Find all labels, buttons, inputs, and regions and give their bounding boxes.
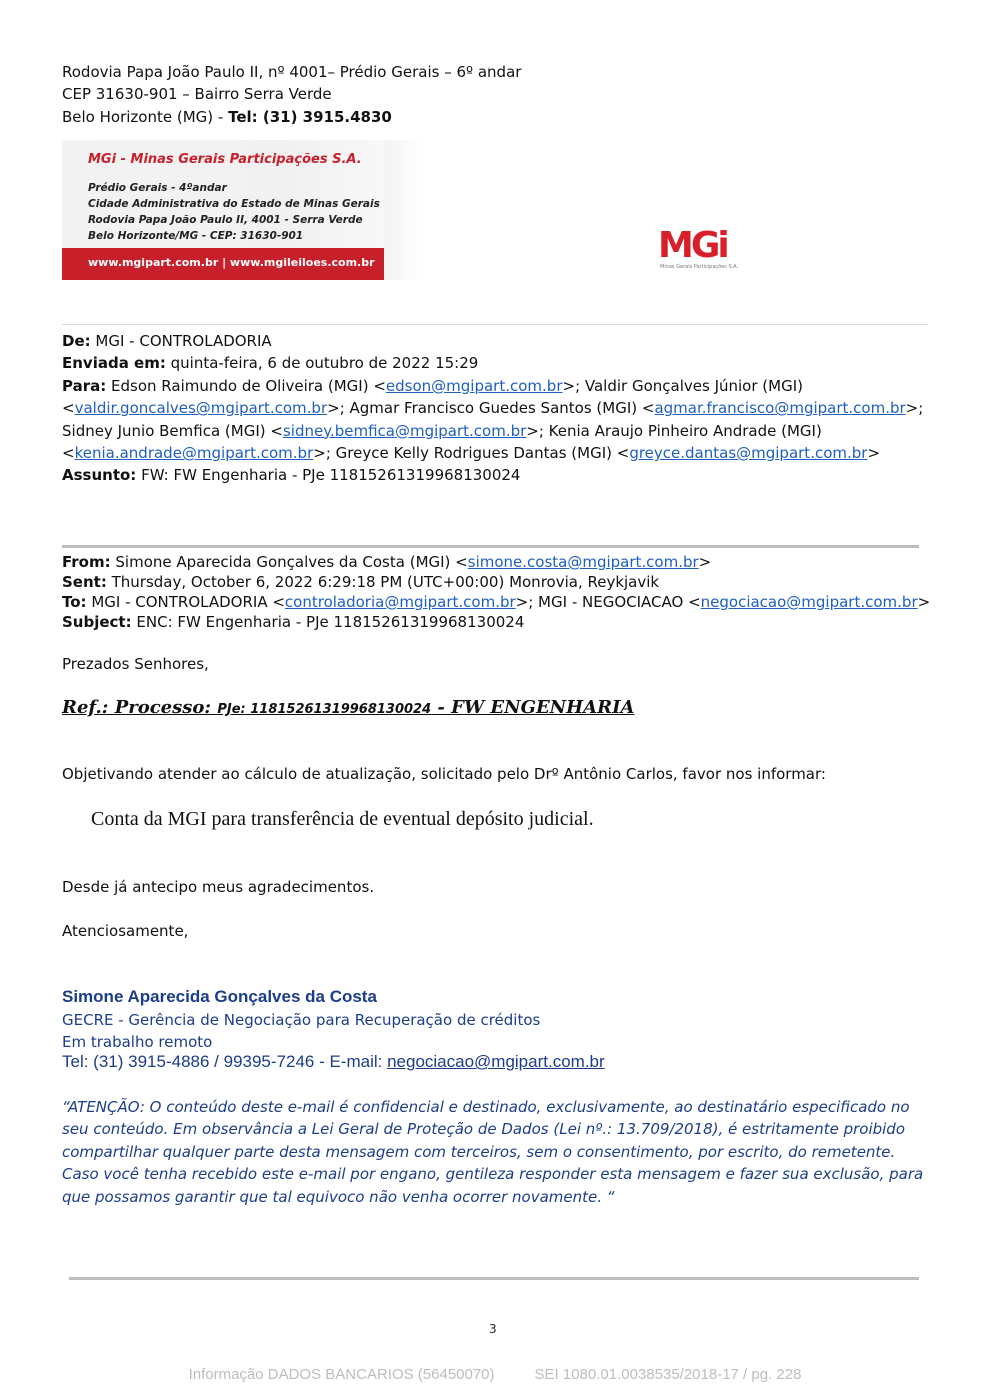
request-item: Conta da MGI para transferência de eventual depósito judicial. xyxy=(91,808,594,830)
signature-remote: Em trabalho remoto xyxy=(62,1033,213,1051)
company-card-image xyxy=(62,140,384,280)
footer-right: SEI 1080.01.0038535/2018-17 / pg. 228 xyxy=(534,1366,802,1383)
orig-subject-line: Subject: ENC: FW Engenharia - PJe 11815261319968130024 xyxy=(62,613,525,631)
footer-left: Informação DADOS BANCARIOS (56450070) xyxy=(188,1366,495,1383)
to-line-3: Sidney Junio Bemfica (MGI) <sidney.bemfica@mgipart.com.br>; Kenia Araujo Pinheiro Andrade (MGI) xyxy=(62,421,822,440)
email-link[interactable]: kenia.andrade@mgipart.com.br xyxy=(74,444,314,463)
card-line: Prédio Gerais - 4ºandar xyxy=(88,182,227,194)
subject-line: Assunto: FW: FW Engenharia - PJe 11815261319968130024 xyxy=(62,466,521,485)
address-line-2: CEP 31630-901 – Bairro Serra Verde xyxy=(62,85,332,104)
signature-name: Simone Aparecida Gonçalves da Costa xyxy=(62,987,377,1006)
to-line-4: <kenia.andrade@mgipart.com.br>; Greyce Kelly Rodrigues Dantas (MGI) <greyce.dantas@mgipart.com.br> xyxy=(62,444,881,463)
logo-wordmark: MGi xyxy=(658,225,727,266)
to-line-2: <valdir.goncalves@mgipart.com.br>; Agmar Francisco Guedes Santos (MGI) <agmar.francisco@mgipart.com.br>; xyxy=(62,399,924,418)
thanks-text: Desde já antecipo meus agradecimentos. xyxy=(62,878,375,896)
confidentiality-notice: “ATENÇÃO: O conteúdo deste e-mail é confidencial e destinado, exclusivamente, ao destinatário especificado no seu conteúdo. Em observância a Lei Geral de Proteção de Dados (Lei nº.: 13.709/2018), é estritamente proibido compartilhar qualquer parte desta mensagem com terceiros, sem o consentimento, por escrito, do remetente. Caso você tenha recebido este e-mail por engano, gentileza responder esta mensagem e fazer sua exclusão, para que possamos garantir que tal equivoco não venha ocorrer novamente. “ xyxy=(62,1098,924,1206)
email-link[interactable]: valdir.goncalves@mgipart.com.br xyxy=(74,399,328,418)
orig-sent-line: Sent: Thursday, October 6, 2022 6:29:18 PM (UTC+00:00) Monrovia, Reykjavik xyxy=(62,573,660,591)
mgi-logo xyxy=(658,225,739,276)
orig-from-line: From: Simone Aparecida Gonçalves da Costa (MGI) <simone.costa@mgipart.com.br> xyxy=(62,553,712,571)
card-fade xyxy=(384,140,424,280)
address-line-3: Belo Horizonte (MG) - Tel: (31) 3915.4830 xyxy=(62,107,392,126)
closing: Atenciosamente, xyxy=(62,922,189,940)
address-phone: Tel: (31) 3915.4830 xyxy=(228,107,392,126)
divider xyxy=(62,545,919,548)
divider xyxy=(69,1277,919,1280)
card-line: Cidade Administrativa do Estado de Minas Gerais xyxy=(88,198,380,210)
email-link[interactable]: agmar.francisco@mgipart.com.br xyxy=(654,399,906,418)
signature-contact: Tel: (31) 3915-4886 / 99395-7246 - E-mail: negociacao@mgipart.com.br xyxy=(62,1052,605,1071)
email-link[interactable]: simone.costa@mgipart.com.br xyxy=(467,553,699,571)
page-number: 3 xyxy=(489,1322,497,1336)
card-line: Rodovia Papa João Paulo II, 4001 - Serra Verde xyxy=(88,214,363,226)
email-link[interactable]: negociacao@mgipart.com.br xyxy=(700,593,918,611)
signature-email-link[interactable]: negociacao@mgipart.com.br xyxy=(387,1052,605,1071)
reference-line: Ref.: Processo: PJe: 11815261319968130024 - FW ENGENHARIA xyxy=(62,697,635,718)
card-address xyxy=(88,180,380,244)
original-header xyxy=(62,552,930,632)
card-web-bar xyxy=(62,248,384,280)
sei-footer xyxy=(0,1366,990,1383)
email-link[interactable]: greyce.dantas@mgipart.com.br xyxy=(629,444,868,463)
card-websites: www.mgipart.com.br | www.mgileiloes.com.br xyxy=(88,256,375,269)
forward-header xyxy=(62,330,923,487)
email-link[interactable]: sidney.bemfica@mgipart.com.br xyxy=(282,421,527,440)
to-line-1: Para: Edson Raimundo de Oliveira (MGI) <edson@mgipart.com.br>; Valdir Gonçalves Júnior (MGI) xyxy=(62,376,803,395)
sender-address xyxy=(62,61,521,128)
card-line: Belo Horizonte/MG - CEP: 31630-901 xyxy=(88,230,304,242)
signature-department: GECRE - Gerência de Negociação para Recuperação de créditos xyxy=(62,1011,541,1029)
divider xyxy=(62,324,928,325)
greeting: Prezados Senhores, xyxy=(62,655,209,673)
request-text: Objetivando atender ao cálculo de atualização, solicitado pelo Drº Antônio Carlos, favor nos informar: xyxy=(62,765,826,783)
email-link[interactable]: edson@mgipart.com.br xyxy=(385,376,563,395)
orig-to-line: To: MGI - CONTROLADORIA <controladoria@mgipart.com.br>; MGI - NEGOCIACAO <negociacao@mgipart.com.br> xyxy=(62,593,931,611)
from-line: De: MGI - CONTROLADORIA xyxy=(62,332,272,350)
address-line-1: Rodovia Papa João Paulo II, nº 4001– Prédio Gerais – 6º andar xyxy=(62,63,522,81)
email-link[interactable]: controladoria@mgipart.com.br xyxy=(284,593,516,611)
sent-line: Enviada em: quinta-feira, 6 de outubro de 2022 15:29 xyxy=(62,354,479,373)
card-title: MGi - Minas Gerais Participações S.A. xyxy=(88,152,362,167)
logo-subtitle: Minas Gerais Participações S.A. xyxy=(660,264,739,270)
